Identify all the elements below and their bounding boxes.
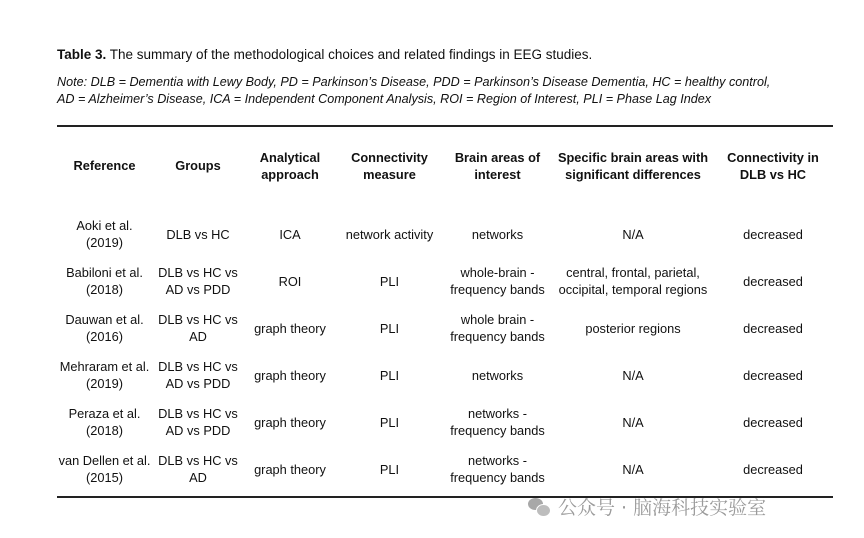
table-cell-groups bbox=[152, 452, 244, 486]
table-note bbox=[57, 74, 847, 108]
cell-line: AD vs PDD bbox=[165, 282, 231, 297]
cell-line: (2018) bbox=[86, 282, 123, 297]
table-cell-ref bbox=[57, 264, 152, 298]
cell-line: decreased bbox=[743, 461, 803, 477]
table-caption-text: The summary of the methodological choices and related findings in EEG studies. bbox=[106, 47, 593, 62]
cell-line: decreased bbox=[743, 226, 803, 242]
cell-line: frequency bands bbox=[450, 423, 545, 438]
table-cell-approach bbox=[244, 367, 336, 384]
header-measure bbox=[336, 149, 443, 183]
cell-line: frequency bands bbox=[450, 282, 545, 297]
cell-line: occipital, temporal regions bbox=[558, 282, 708, 297]
table-cell-specific bbox=[552, 226, 714, 243]
header-groups bbox=[152, 157, 244, 174]
table-cell-groups bbox=[152, 264, 244, 298]
table-cell-ref bbox=[57, 358, 152, 392]
table-cell-ref bbox=[57, 311, 152, 345]
cell-line: decreased bbox=[743, 273, 803, 289]
cell-line: DLB vs HC vs bbox=[158, 453, 238, 468]
table-cell-measure bbox=[336, 414, 443, 431]
cell-line: N/A bbox=[622, 367, 644, 383]
cell-line: decreased bbox=[743, 414, 803, 430]
cell-line: decreased bbox=[743, 367, 803, 383]
header-connectivity bbox=[714, 149, 832, 183]
table-cell-approach bbox=[244, 320, 336, 337]
header-connectivity-line-2: DLB vs HC bbox=[739, 167, 807, 182]
note-line-1: Note: DLB = Dementia with Lewy Body, PD = Parkinson’s Disease, PDD = Parkinson’s Disease Dementia, HC = healthy control, bbox=[57, 75, 771, 89]
table-cell-areas bbox=[443, 452, 552, 486]
cell-line: graph theory bbox=[254, 367, 326, 383]
table-cell-approach bbox=[244, 226, 336, 243]
header-measure-line-1: Connectivity bbox=[351, 150, 428, 165]
table-cell-areas bbox=[443, 311, 552, 345]
cell-line: networks bbox=[471, 226, 524, 242]
cell-line: DLB vs HC bbox=[166, 226, 230, 242]
table-cell-measure bbox=[336, 273, 443, 290]
header-areas-line-1: Brain areas of bbox=[454, 150, 541, 165]
cell-line: decreased bbox=[743, 320, 803, 336]
table-cell-measure bbox=[336, 320, 443, 337]
table-cell-approach bbox=[244, 461, 336, 478]
table-cell-measure bbox=[336, 367, 443, 384]
table-cell-specific bbox=[552, 461, 714, 478]
cell-line: Mehraram et al. bbox=[59, 359, 150, 374]
table-cell-specific bbox=[552, 264, 714, 298]
header-approach-line-2: approach bbox=[261, 167, 319, 182]
cell-line: PLI bbox=[379, 320, 400, 336]
cell-line: (2019) bbox=[86, 376, 123, 391]
cell-line: Peraza et al. bbox=[68, 406, 141, 421]
table-cell-groups bbox=[152, 226, 244, 243]
cell-line: central, frontal, parietal, bbox=[566, 265, 700, 280]
header-groups-text: Groups bbox=[175, 158, 221, 173]
watermark-text: 公众号 · 脑海科技实验室 bbox=[558, 497, 767, 519]
table-top-rule bbox=[57, 125, 833, 127]
cell-line: network activity bbox=[345, 226, 434, 242]
table-cell-ref bbox=[57, 405, 152, 439]
cell-line: van Dellen et al. bbox=[58, 453, 151, 468]
cell-line: (2015) bbox=[86, 470, 123, 485]
table-cell-conn bbox=[714, 273, 832, 290]
table-cell-groups bbox=[152, 358, 244, 392]
header-connectivity-line-1: Connectivity in bbox=[727, 150, 819, 165]
table-label: Table 3. bbox=[57, 47, 107, 62]
cell-line: PLI bbox=[379, 273, 400, 289]
cell-line: whole-brain - bbox=[460, 265, 535, 280]
cell-line: networks bbox=[471, 367, 524, 383]
table-cell-groups bbox=[152, 405, 244, 439]
header-areas bbox=[443, 149, 552, 183]
table-cell-ref bbox=[57, 217, 152, 251]
cell-line: PLI bbox=[379, 367, 400, 383]
table-cell-areas bbox=[443, 367, 552, 384]
cell-line: DLB vs HC vs bbox=[158, 312, 238, 327]
table-cell-measure bbox=[336, 461, 443, 478]
cell-line: DLB vs HC vs bbox=[158, 359, 238, 374]
cell-line: graph theory bbox=[254, 320, 326, 336]
cell-line: DLB vs HC vs bbox=[158, 265, 238, 280]
cell-line: networks - bbox=[467, 406, 528, 421]
header-areas-line-2: interest bbox=[474, 167, 521, 182]
cell-line: frequency bands bbox=[450, 470, 545, 485]
cell-line: Dauwan et al. bbox=[65, 312, 144, 327]
header-reference-text: Reference bbox=[73, 158, 136, 173]
header-approach bbox=[244, 149, 336, 183]
cell-line: AD vs PDD bbox=[165, 423, 231, 438]
watermark bbox=[528, 493, 766, 520]
header-approach-line-1: Analytical bbox=[259, 150, 321, 165]
cell-line: (2016) bbox=[86, 329, 123, 344]
cell-line: ROI bbox=[278, 273, 302, 289]
table-caption bbox=[57, 47, 592, 62]
cell-line: whole brain - bbox=[460, 312, 535, 327]
cell-line: frequency bands bbox=[450, 329, 545, 344]
cell-line: AD bbox=[189, 329, 207, 344]
table-cell-conn bbox=[714, 320, 832, 337]
cell-line: graph theory bbox=[254, 414, 326, 430]
table-cell-specific bbox=[552, 414, 714, 431]
cell-line: Aoki et al. bbox=[76, 218, 133, 233]
cell-line: (2019) bbox=[86, 235, 123, 250]
cell-line: ICA bbox=[279, 226, 301, 242]
cell-line: networks - bbox=[467, 453, 528, 468]
table-cell-conn bbox=[714, 414, 832, 431]
cell-line: posterior regions bbox=[585, 320, 681, 336]
table-cell-areas bbox=[443, 226, 552, 243]
table-cell-measure bbox=[336, 226, 443, 243]
cell-line: N/A bbox=[622, 414, 644, 430]
cell-line: AD bbox=[189, 470, 207, 485]
header-reference bbox=[57, 157, 152, 174]
table-cell-ref bbox=[57, 452, 152, 486]
cell-line: PLI bbox=[379, 414, 400, 430]
table-cell-areas bbox=[443, 264, 552, 298]
header-specific bbox=[552, 149, 714, 183]
cell-line: PLI bbox=[379, 461, 400, 477]
table-cell-specific bbox=[552, 367, 714, 384]
table-cell-specific bbox=[552, 320, 714, 337]
table-cell-approach bbox=[244, 414, 336, 431]
header-measure-line-2: measure bbox=[363, 167, 416, 182]
cell-line: Babiloni et al. bbox=[66, 265, 143, 280]
cell-line: (2018) bbox=[86, 423, 123, 438]
cell-line: AD vs PDD bbox=[165, 376, 231, 391]
wechat-icon bbox=[528, 498, 550, 516]
table-cell-conn bbox=[714, 367, 832, 384]
table-cell-conn bbox=[714, 226, 832, 243]
header-specific-line-1: Specific brain areas with bbox=[557, 150, 709, 165]
note-line-2: AD = Alzheimer’s Disease, ICA = Independent Component Analysis, ROI = Region of Interest, PLI = Phase Lag Index bbox=[57, 92, 712, 106]
cell-line: DLB vs HC vs bbox=[158, 406, 238, 421]
cell-line: N/A bbox=[622, 226, 644, 242]
table-cell-groups bbox=[152, 311, 244, 345]
cell-line: graph theory bbox=[254, 461, 326, 477]
table-cell-areas bbox=[443, 405, 552, 439]
header-specific-line-2: significant differences bbox=[565, 167, 701, 182]
table-cell-conn bbox=[714, 461, 832, 478]
cell-line: N/A bbox=[622, 461, 644, 477]
table-cell-approach bbox=[244, 273, 336, 290]
